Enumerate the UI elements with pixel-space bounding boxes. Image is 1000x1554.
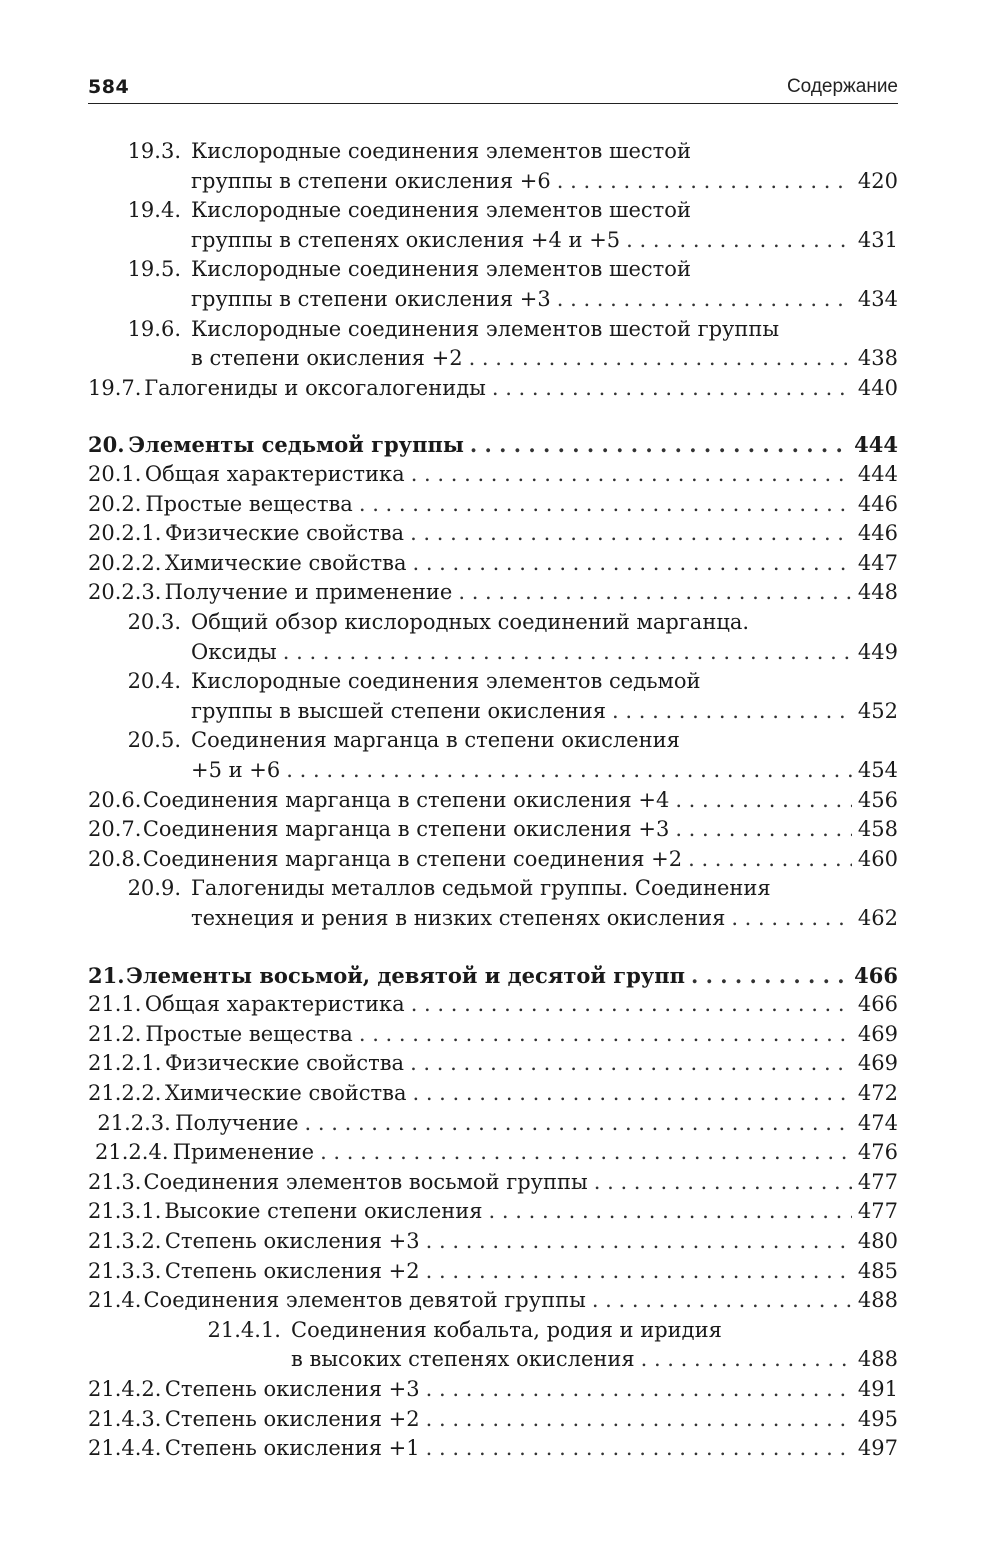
toc-entry [88, 1197, 898, 1227]
toc-title: Степень окисления +3 [164, 1229, 420, 1253]
toc-number: 19.7. [88, 375, 142, 400]
dot-leader [691, 961, 848, 991]
toc-entry [88, 1434, 898, 1464]
toc-title: в степени окисления +2 [191, 346, 463, 371]
toc-line [88, 1227, 898, 1257]
toc-page-number: 469 [857, 1051, 898, 1076]
toc-page-number: 460 [857, 846, 898, 871]
toc-number: 21.4.4. [88, 1436, 162, 1461]
toc-number: 21.3.1. [88, 1199, 162, 1224]
toc-title: Кислородные соединения элементов шестой [191, 257, 691, 282]
toc-entry [88, 460, 898, 490]
dot-leader [410, 1049, 852, 1079]
toc-title: Применение [172, 1140, 315, 1165]
toc-number: 19.3. [127, 139, 181, 163]
toc-page-number: 440 [857, 375, 898, 400]
dot-leader [594, 1168, 852, 1198]
toc-number: 21.2.1. [88, 1051, 162, 1076]
toc-title: группы в высшей степени окисления [191, 698, 607, 723]
toc-number: 21.4.2. [88, 1377, 162, 1401]
toc-line [88, 990, 898, 1020]
toc-title: Получение [175, 1110, 299, 1135]
toc-title: Галогениды металлов седьмой группы. Соединения [191, 876, 771, 901]
dot-leader [359, 1020, 852, 1050]
dot-leader [412, 549, 851, 579]
toc-number: 20.2.1. [88, 521, 162, 546]
toc-entry [88, 315, 898, 374]
dot-leader [731, 904, 852, 934]
header-rule [88, 103, 898, 104]
toc-page-number: 446 [857, 491, 898, 516]
dot-leader [426, 1434, 852, 1464]
running-title: Содержание [786, 76, 898, 97]
toc-page-number: 472 [857, 1081, 898, 1105]
toc-title: Оксиды [191, 639, 277, 664]
toc-page-number: 477 [857, 1199, 898, 1224]
toc-page-number: 438 [857, 346, 898, 371]
toc-line [88, 1375, 898, 1405]
toc-entry [88, 1286, 898, 1316]
toc-title: Общий обзор кислородных соединений марганца. [191, 610, 750, 634]
toc-entry [88, 519, 898, 549]
toc-line [88, 1197, 898, 1227]
toc-number: 20.2.2. [88, 550, 162, 575]
toc-entry [88, 549, 898, 579]
toc-entry [88, 137, 898, 196]
toc-number: 20.5. [127, 728, 181, 753]
toc-line [88, 137, 898, 167]
toc-title: Простые вещества [145, 1021, 353, 1046]
dot-leader [359, 490, 852, 520]
toc-page-number: 476 [857, 1140, 898, 1165]
toc-number: 21.2. [88, 1021, 142, 1046]
toc-entry [88, 990, 898, 1020]
dot-leader [641, 1345, 852, 1375]
toc-line [88, 490, 898, 520]
toc-page-number: 456 [857, 787, 898, 812]
dot-leader [489, 1197, 852, 1227]
toc-entry [88, 1257, 898, 1287]
toc-line [88, 226, 898, 256]
toc-title: Элементы седьмой группы [128, 432, 464, 458]
toc-page-number: 469 [857, 1021, 898, 1046]
toc-line [88, 815, 898, 845]
dot-leader [557, 285, 852, 315]
dot-leader [320, 1138, 852, 1168]
toc-page-number: 458 [857, 817, 898, 842]
toc-line [88, 196, 898, 226]
toc-entry [88, 874, 898, 933]
toc-line [88, 1049, 898, 1079]
dot-leader [411, 460, 852, 490]
toc-page-number: 485 [857, 1258, 898, 1283]
toc-number: 21.3.3. [88, 1258, 162, 1283]
dot-leader [469, 344, 852, 374]
dot-leader [458, 578, 852, 608]
toc-title: технеция и рения в низких степенях окисления [191, 905, 726, 930]
toc-page-number: 466 [857, 992, 898, 1017]
toc-page-number: 495 [857, 1406, 898, 1431]
toc-page-number: 462 [857, 905, 898, 930]
toc-number: 20.2.3. [88, 580, 162, 605]
toc-title: Общая характеристика [144, 462, 405, 486]
toc-number: 21. [88, 962, 125, 988]
toc-title: Физические свойства [164, 1051, 405, 1076]
toc-number: 21.2.2. [88, 1081, 162, 1105]
toc-title: Степень окисления +1 [164, 1436, 420, 1461]
toc-entry [88, 196, 898, 255]
toc-line [88, 786, 898, 816]
toc-title: Кислородные соединения элементов шестой [191, 198, 691, 223]
dot-leader [426, 1227, 852, 1257]
dot-leader [688, 845, 852, 875]
toc-number: 19.5. [127, 257, 181, 282]
toc-page-number: 474 [857, 1110, 898, 1135]
toc-number: 20. [88, 432, 125, 458]
toc-entry [88, 1020, 898, 1050]
toc-page-number: 444 [857, 462, 898, 486]
toc-entry [88, 255, 898, 314]
toc-number: 20.4. [127, 669, 181, 694]
toc-line [88, 874, 898, 904]
toc-page-number: 477 [857, 1169, 898, 1194]
toc-entry [88, 578, 898, 608]
toc-title: Галогениды и оксогалогениды [144, 375, 486, 400]
toc-line [88, 344, 898, 374]
toc-line [88, 961, 898, 991]
toc-number: 20.3. [127, 610, 181, 634]
toc-title: Степень окисления +2 [164, 1406, 420, 1431]
toc-page-number: 446 [857, 521, 898, 546]
toc-page-number: 480 [857, 1229, 898, 1253]
toc-line [88, 1020, 898, 1050]
toc-entry [88, 1405, 898, 1435]
dot-leader [426, 1375, 852, 1405]
toc-number: 21.1. [88, 992, 142, 1017]
toc-title: группы в степенях окисления +4 и +5 [191, 227, 621, 252]
toc-line [88, 374, 898, 404]
toc-number: 21.3.2. [88, 1229, 162, 1253]
toc-title: Соединения кобальта, родия и иридия [291, 1317, 722, 1342]
toc-title: Соединения элементов девятой группы [143, 1288, 586, 1313]
toc-title: Соединения марганца в степени окисления +3 [142, 817, 670, 842]
toc-title: Химические свойства [164, 550, 407, 575]
toc-entry [88, 374, 898, 404]
toc-number: 19.6. [127, 316, 181, 341]
toc-line [88, 549, 898, 579]
toc-page-number: 488 [857, 1347, 898, 1372]
toc-line [88, 315, 898, 345]
toc-title: Получение и применение [164, 580, 453, 605]
dot-leader [283, 638, 852, 668]
toc-entry [88, 1079, 898, 1109]
toc-title: Высокие степени окисления [164, 1199, 483, 1224]
page-header [88, 74, 898, 104]
page-number: 584 [88, 76, 130, 98]
toc-number: 20.1. [88, 462, 142, 486]
toc-page-number: 454 [857, 757, 898, 782]
toc-page-number: 452 [857, 698, 898, 723]
dot-leader [412, 1079, 851, 1109]
toc-number: 21.4. [88, 1288, 142, 1313]
toc-title: Химические свойства [164, 1081, 407, 1105]
toc-line [88, 756, 898, 786]
toc-page-number: 444 [854, 432, 898, 458]
toc-chapter [88, 961, 898, 991]
toc-page-number: 431 [857, 227, 898, 252]
toc-page-number: 488 [857, 1288, 898, 1313]
toc-number: 20.6. [88, 787, 142, 812]
toc-title: Общая характеристика [144, 992, 405, 1017]
toc-title: Соединения марганца в степени окисления +4 [142, 787, 670, 812]
toc-line [88, 519, 898, 549]
toc-line [88, 1109, 898, 1139]
toc-line [88, 1405, 898, 1435]
dot-leader [626, 226, 852, 256]
toc-line [88, 1286, 898, 1316]
toc-entry [88, 815, 898, 845]
dot-leader [492, 374, 852, 404]
toc-number: 20.8. [88, 846, 142, 871]
toc-page-number: 447 [857, 550, 898, 575]
toc-line [88, 167, 898, 197]
toc-title: Соединения элементов восьмой группы [143, 1169, 588, 1194]
toc-line [88, 578, 898, 608]
toc-number: 21.4.1. [207, 1317, 281, 1342]
dot-leader [470, 430, 848, 460]
toc-number: 19.4. [127, 198, 181, 223]
toc-entry [88, 1049, 898, 1079]
toc-number: 20.7. [88, 817, 142, 842]
toc-line [88, 255, 898, 285]
toc-page-number: 449 [857, 639, 898, 664]
toc-title: Соединения марганца в степени соединения +2 [142, 846, 683, 871]
toc-line [88, 638, 898, 668]
toc-entry [88, 1375, 898, 1405]
toc-line [88, 1316, 898, 1346]
toc-title: Элементы восьмой, девятой и десятой групп [126, 962, 685, 988]
toc-title: Степень окисления +3 [164, 1377, 420, 1401]
toc-line [88, 697, 898, 727]
toc-entry [88, 845, 898, 875]
toc-title: в высоких степенях окисления [291, 1347, 635, 1372]
toc-entry [88, 726, 898, 785]
toc-number: 20.2. [88, 491, 142, 516]
toc-page-number: 448 [857, 580, 898, 605]
toc-line [88, 726, 898, 756]
toc-title: Простые вещества [145, 491, 353, 516]
toc-title: Соединения марганца в степени окисления [191, 728, 680, 753]
toc-page-number: 420 [857, 168, 898, 193]
toc-entry [88, 786, 898, 816]
toc-number: 20.9. [127, 876, 181, 901]
dot-leader [592, 1286, 852, 1316]
toc-page-number: 497 [857, 1436, 898, 1461]
toc-line [88, 285, 898, 315]
toc-title: Степень окисления +2 [164, 1258, 420, 1283]
toc-line [88, 430, 898, 460]
toc-line [88, 1138, 898, 1168]
toc-number: 21.4.3. [88, 1406, 162, 1431]
toc-title: Физические свойства [164, 521, 405, 546]
dot-leader [286, 756, 852, 786]
toc-line [88, 1345, 898, 1375]
dot-leader [305, 1109, 852, 1139]
toc-title: Кислородные соединения элементов шестой [191, 139, 691, 163]
toc-entry [88, 1138, 898, 1168]
dot-leader [410, 519, 852, 549]
dot-leader [675, 786, 852, 816]
toc-page-number: 466 [854, 962, 898, 988]
toc-entry [88, 1316, 898, 1375]
dot-leader [426, 1405, 852, 1435]
toc-number: 21.2.4. [95, 1140, 169, 1165]
dot-leader [411, 990, 852, 1020]
toc-title: группы в степени окисления +6 [191, 168, 551, 193]
toc-entry [88, 608, 898, 667]
toc-line [88, 608, 898, 638]
toc-line [88, 460, 898, 490]
toc-page-number: 491 [857, 1377, 898, 1401]
dot-leader [426, 1257, 852, 1287]
toc-entry [88, 1109, 898, 1139]
toc-page-number: 434 [857, 286, 898, 311]
toc-number: 21.3. [88, 1169, 142, 1194]
toc-line [88, 845, 898, 875]
toc-line [88, 667, 898, 697]
toc-line [88, 1168, 898, 1198]
toc-title: +5 и +6 [191, 757, 281, 782]
toc-line [88, 1257, 898, 1287]
dot-leader [557, 167, 852, 197]
dot-leader [612, 697, 852, 727]
toc-entry [88, 667, 898, 726]
toc-entry [88, 1227, 898, 1257]
toc-entry [88, 490, 898, 520]
toc-title: Кислородные соединения элементов седьмой [191, 669, 701, 694]
dot-leader [675, 815, 852, 845]
toc-number: 21.2.3. [97, 1110, 171, 1135]
toc-chapter [88, 430, 898, 460]
toc-entry [88, 1168, 898, 1198]
toc-title: Кислородные соединения элементов шестой группы [191, 316, 780, 341]
toc-line [88, 904, 898, 934]
toc-line [88, 1434, 898, 1464]
toc-title: группы в степени окисления +3 [191, 286, 551, 311]
toc-line [88, 1079, 898, 1109]
